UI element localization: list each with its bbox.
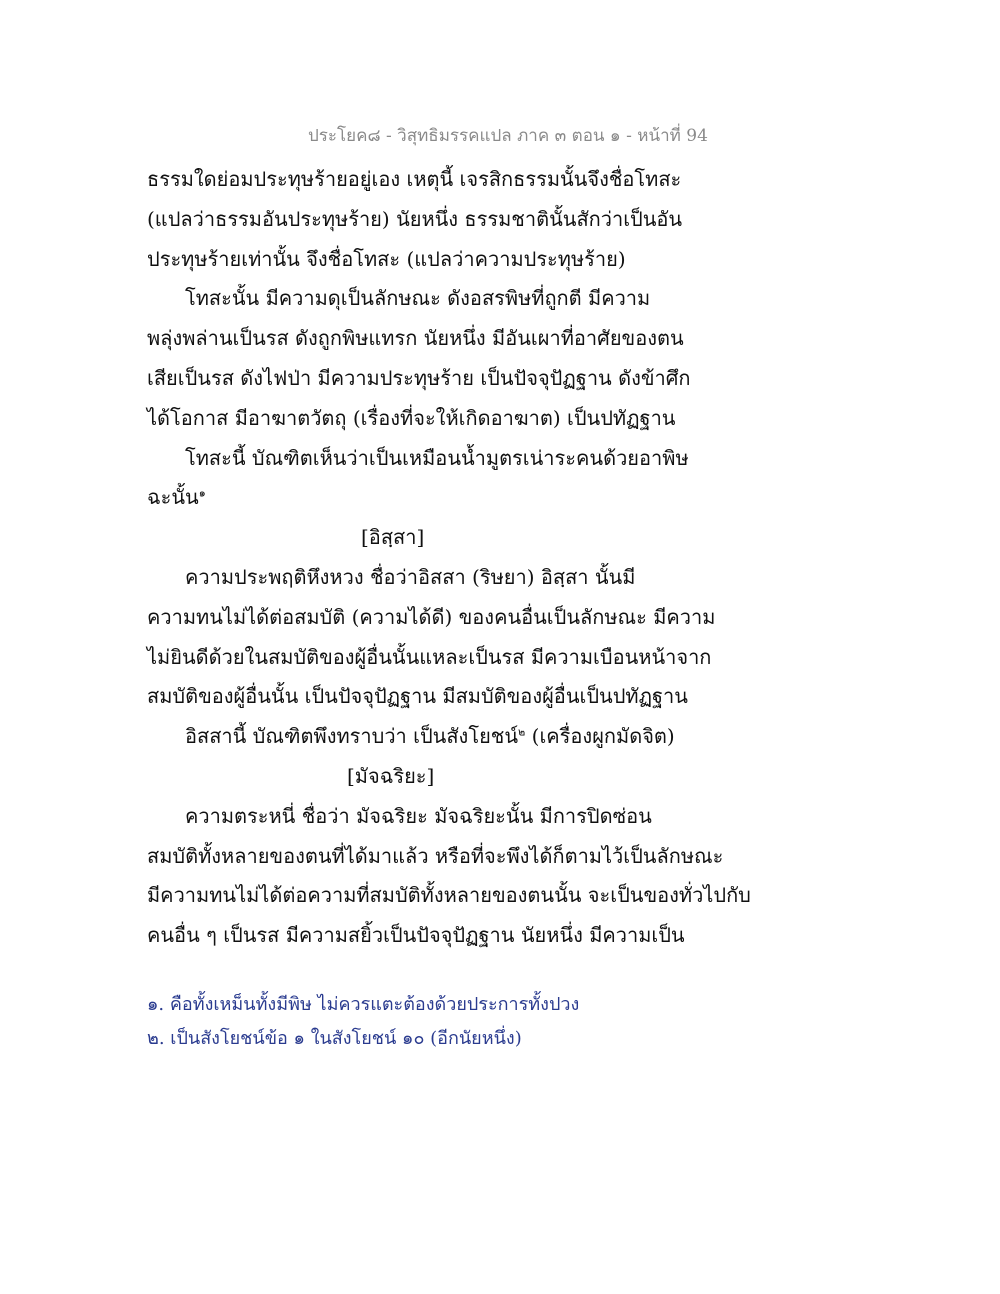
text-line: สมบัติของผู้อื่นนั้น เป็นปัจจุปัฏฐาน มีสมบัติของผู้อื่นเป็นปทัฏฐาน	[147, 684, 688, 709]
footnote-2: ๒. เป็นสังโยชน์ข้อ ๑ ในสังโยชน์ ๑๐ (อีกนัยหนึ่ง)	[147, 1028, 522, 1049]
text-segment: อิสสานี้ บัณฑิตพึงทราบว่า เป็นสังโยชน์	[185, 724, 519, 749]
text-line: ประทุษร้ายเท่านั้น จึงชื่อโทสะ (แปลว่าความประทุษร้าย)	[147, 246, 626, 271]
paragraph-start-line: โทสะนั้น มีความดุเป็นลักษณะ ดังอสรพิษที่ถูกตี มีความ	[185, 286, 651, 311]
footnotes	[147, 988, 579, 1056]
text-line: ธรรมใดย่อมประทุษร้ายอยู่เอง เหตุนี้ เจรสิกธรรมนั้นจึงชื่อโทสะ	[147, 167, 682, 191]
text-line: เสียเป็นรส ดังไฟป่า มีความประทุษร้าย เป็นปัจจุปัฏฐาน ดังข้าศึก	[147, 365, 691, 390]
text-segment: ฉะนั้น	[147, 485, 199, 510]
text-line: สมบัติทั้งหลายของตนที่ได้มาแล้ว หรือที่จะพึงได้ก็ตามไว้เป็นลักษณะ	[147, 843, 724, 868]
text-segment: (เครื่องผูกมัดจิต)	[525, 724, 675, 749]
text-line: ได้โอกาส มีอาฆาตวัตถุ (เรื่องที่จะให้เกิดอาฆาต) เป็นปทัฏฐาน	[147, 405, 676, 430]
section-heading-issa: [อิสฺสา]	[361, 525, 425, 550]
paragraph-start-line: ความประพฤติหึงหวง ชื่อว่าอิสสา (ริษยา) อิสฺสา นั้นมี	[185, 564, 636, 589]
paragraph-start-line: ความตระหนี่ ชื่อว่า มัจฉริยะ มัจฉริยะนั้น มีการปิดซ่อน	[185, 803, 652, 828]
text-line: พลุ่งพล่านเป็นรส ดังถูกพิษแทรก นัยหนึ่ง มีอันเผาที่อาศัยของตน	[147, 326, 684, 351]
page-header: ประโยค๘ - วิสุทธิมรรคแปล ภาค ๓ ตอน ๑ - หน้าที่ 94	[308, 126, 708, 146]
text-line: คนอื่น ๆ เป็นรส มีความสยิ้วเป็นปัจจุปัฏฐาน นัยหนึ่ง มีความเป็น	[147, 923, 685, 948]
text-line: (แปลว่าธรรมอันประทุษร้าย) นัยหนึ่ง ธรรมชาตินั้นสักว่าเป็นอัน	[147, 206, 683, 231]
footnote-ref: ๑	[198, 486, 206, 500]
text-line-with-footnote	[147, 478, 747, 518]
text-line: ไม่ยินดีด้วยในสมบัติของผู้อื่นนั้นแหละเป็นรส มีความเบือนหน้าจาก	[147, 644, 712, 669]
text-line: มีความทนไม่ได้ต่อความที่สมบัติทั้งหลายของตนนั้น จะเป็นของทั่วไปกับ	[147, 883, 751, 908]
text-line-with-footnote	[147, 717, 747, 757]
footnote-ref: ๒	[518, 725, 526, 739]
section-heading-macchariya: [มัจฉริยะ]	[347, 763, 435, 788]
paragraph-start-line: โทสะนี้ บัณฑิตเห็นว่าเป็นเหมือนน้ำมูตรเน่าระคนด้วยอาพิษ	[185, 445, 689, 470]
main-text	[147, 160, 751, 956]
footnote-1: ๑. คือทั้งเหม็นทั้งมีพิษ ไม่ควรแตะต้องด้วยประการทั้งปวง	[147, 994, 580, 1015]
text-line: ความทนไม่ได้ต่อสมบัติ (ความได้ดี) ของคนอื่นเป็นลักษณะ มีความ	[147, 604, 716, 629]
